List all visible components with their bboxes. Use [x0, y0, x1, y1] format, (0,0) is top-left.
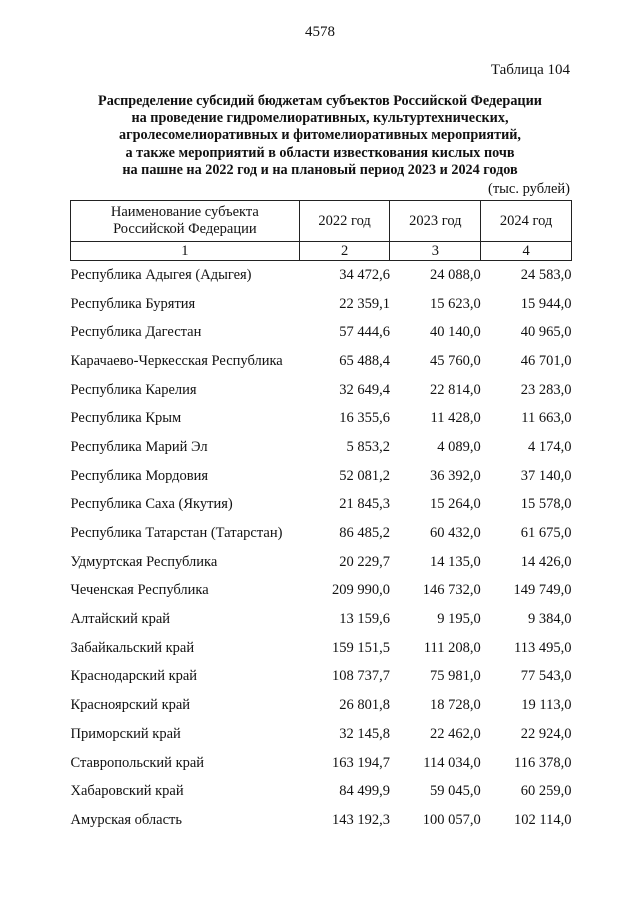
subject-name-cell: Республика Татарстан (Татарстан) [70, 525, 283, 542]
header-subject [71, 201, 300, 242]
title-line: на пашне на 2022 год и на плановый период 2023 и 2024 годов [122, 161, 518, 178]
value-2024-cell: 23 283,0 [520, 381, 572, 398]
value-2022-cell: 84 499,9 [339, 783, 390, 800]
table-row [71, 634, 572, 663]
title-line: Распределение субсидий бюджетам субъектов Российской Федерации [98, 93, 542, 109]
value-2023-cell: 40 140,0 [429, 324, 481, 341]
column-number: 1 [71, 242, 300, 261]
table-row [71, 462, 572, 491]
column-number-row [71, 242, 572, 261]
value-2023-cell: 18 728,0 [429, 697, 481, 714]
value-2023-cell: 111 208,0 [423, 639, 481, 656]
subject-name-cell: Республика Саха (Якутия) [70, 496, 233, 513]
subject-name-cell: Амурская область [70, 811, 182, 828]
value-2023-cell: 4 089,0 [437, 438, 481, 455]
value-2023-cell: 59 045,0 [429, 783, 481, 800]
value-2024-cell: 22 924,0 [520, 725, 572, 742]
document-title [70, 93, 570, 179]
value-2024-cell: 77 543,0 [520, 668, 572, 685]
value-2024-cell: 14 426,0 [520, 553, 572, 570]
subject-name-cell: Чеченская Республика [70, 582, 209, 599]
table-row [71, 290, 572, 319]
value-2024-cell: 4 174,0 [528, 438, 572, 455]
subject-name-cell: Республика Мордовия [70, 467, 209, 484]
header-subject-text: Наименование субъекта Российской Федерации [110, 204, 259, 237]
subject-name-cell: Забайкальский край [70, 639, 195, 656]
value-2023-cell: 15 264,0 [429, 496, 481, 513]
value-2023-cell: 75 981,0 [429, 668, 481, 685]
title-line: на проведение гидромелиоративных, культуртехнических, [131, 110, 509, 127]
value-2022-cell: 22 359,1 [339, 295, 390, 312]
table-header [71, 201, 572, 261]
table-label: Таблица 104 [490, 62, 570, 78]
column-number: 3 [390, 242, 481, 261]
table-row [71, 720, 572, 749]
value-2024-cell: 24 583,0 [520, 266, 572, 283]
value-2024-cell: 46 701,0 [520, 352, 572, 369]
table-row [71, 663, 572, 692]
value-2023-cell: 11 428,0 [430, 410, 481, 427]
value-2022-cell: 5 853,2 [346, 438, 390, 455]
page-number: 4578 [305, 24, 335, 40]
subject-name-cell: Приморский край [70, 725, 181, 742]
subject-name-cell: Республика Марий Эл [70, 438, 208, 455]
table-row [71, 548, 572, 577]
table-row [71, 318, 572, 347]
value-2023-cell: 22 814,0 [429, 381, 481, 398]
table-row [71, 577, 572, 606]
subject-name-cell: Ставропольский край [70, 754, 205, 771]
header-row [71, 201, 572, 242]
value-2023-cell: 60 432,0 [429, 525, 481, 542]
value-2023-cell: 22 462,0 [429, 725, 481, 742]
header-2023: 2023 год [390, 201, 481, 242]
value-2024-cell: 116 378,0 [514, 754, 572, 771]
value-2024-cell: 61 675,0 [520, 525, 572, 542]
title-line: а также мероприятий в области известкования кислых почв [125, 144, 515, 161]
value-2024-cell: 15 944,0 [520, 295, 572, 312]
value-2023-cell: 45 760,0 [429, 352, 481, 369]
value-2022-cell: 209 990,0 [331, 582, 390, 599]
value-2022-cell: 159 151,5 [331, 639, 390, 656]
table-row [71, 749, 572, 778]
value-2023-cell: 24 088,0 [429, 266, 481, 283]
value-2024-cell: 149 749,0 [513, 582, 572, 599]
value-2022-cell: 13 159,6 [339, 611, 390, 628]
subject-name-cell: Республика Бурятия [70, 295, 196, 312]
table-row [71, 433, 572, 462]
table-row [71, 347, 572, 376]
table-row [71, 806, 572, 835]
subject-name-cell: Удмуртская Республика [70, 553, 218, 570]
subject-name-cell: Хабаровский край [70, 783, 184, 800]
table-row [71, 404, 572, 433]
value-2024-cell: 113 495,0 [514, 639, 572, 656]
table-row [71, 605, 572, 634]
value-2024-cell: 19 113,0 [521, 697, 572, 714]
value-2023-cell: 114 034,0 [423, 754, 481, 771]
subject-name-cell: Карачаево-Черкесская Республика [70, 352, 283, 369]
subject-name-cell: Красноярский край [70, 697, 191, 714]
value-2024-cell: 15 578,0 [520, 496, 572, 513]
title-line: агролесомелиоративных и фитомелиоративных мероприятий, [119, 127, 521, 144]
header-2022: 2022 год [299, 201, 390, 242]
value-2024-cell: 40 965,0 [520, 324, 572, 341]
table-row [71, 691, 572, 720]
value-2024-cell: 102 114,0 [514, 811, 572, 828]
table-body [71, 261, 572, 835]
value-2022-cell: 57 444,6 [339, 324, 390, 341]
value-2022-cell: 143 192,3 [331, 811, 390, 828]
value-2024-cell: 11 663,0 [521, 410, 572, 427]
subject-name-cell: Краснодарский край [70, 668, 198, 685]
value-2022-cell: 20 229,7 [339, 553, 390, 570]
value-2022-cell: 86 485,2 [339, 525, 390, 542]
value-2022-cell: 21 845,3 [339, 496, 390, 513]
header-2024: 2024 год [481, 201, 572, 242]
subject-name-cell: Республика Крым [70, 410, 182, 427]
value-2023-cell: 100 057,0 [422, 811, 481, 828]
table-row [71, 376, 572, 405]
value-2023-cell: 146 732,0 [422, 582, 481, 599]
table-row [71, 777, 572, 806]
subject-name-cell: Республика Дагестан [70, 324, 202, 341]
value-2022-cell: 52 081,2 [339, 467, 390, 484]
subject-name-cell: Республика Карелия [70, 381, 197, 398]
value-2022-cell: 65 488,4 [339, 352, 390, 369]
subject-name-cell: Республика Адыгея (Адыгея) [70, 266, 252, 283]
value-2024-cell: 37 140,0 [520, 467, 572, 484]
value-2024-cell: 60 259,0 [520, 783, 572, 800]
column-number: 2 [299, 242, 390, 261]
value-2022-cell: 32 649,4 [339, 381, 390, 398]
units-label: (тыс. рублей) [488, 181, 570, 197]
value-2023-cell: 14 135,0 [429, 553, 481, 570]
value-2022-cell: 32 145,8 [339, 725, 390, 742]
value-2022-cell: 26 801,8 [339, 697, 390, 714]
subject-name-cell: Алтайский край [70, 611, 171, 628]
value-2023-cell: 36 392,0 [429, 467, 481, 484]
column-number: 4 [481, 242, 572, 261]
value-2023-cell: 15 623,0 [429, 295, 481, 312]
value-2023-cell: 9 195,0 [437, 611, 481, 628]
value-2022-cell: 163 194,7 [331, 754, 390, 771]
table-row [71, 491, 572, 520]
table-row [71, 261, 572, 290]
value-2022-cell: 34 472,6 [339, 266, 390, 283]
value-2024-cell: 9 384,0 [528, 611, 572, 628]
subsidy-table [70, 200, 572, 835]
table-row [71, 519, 572, 548]
value-2022-cell: 16 355,6 [339, 410, 390, 427]
value-2022-cell: 108 737,7 [331, 668, 390, 685]
